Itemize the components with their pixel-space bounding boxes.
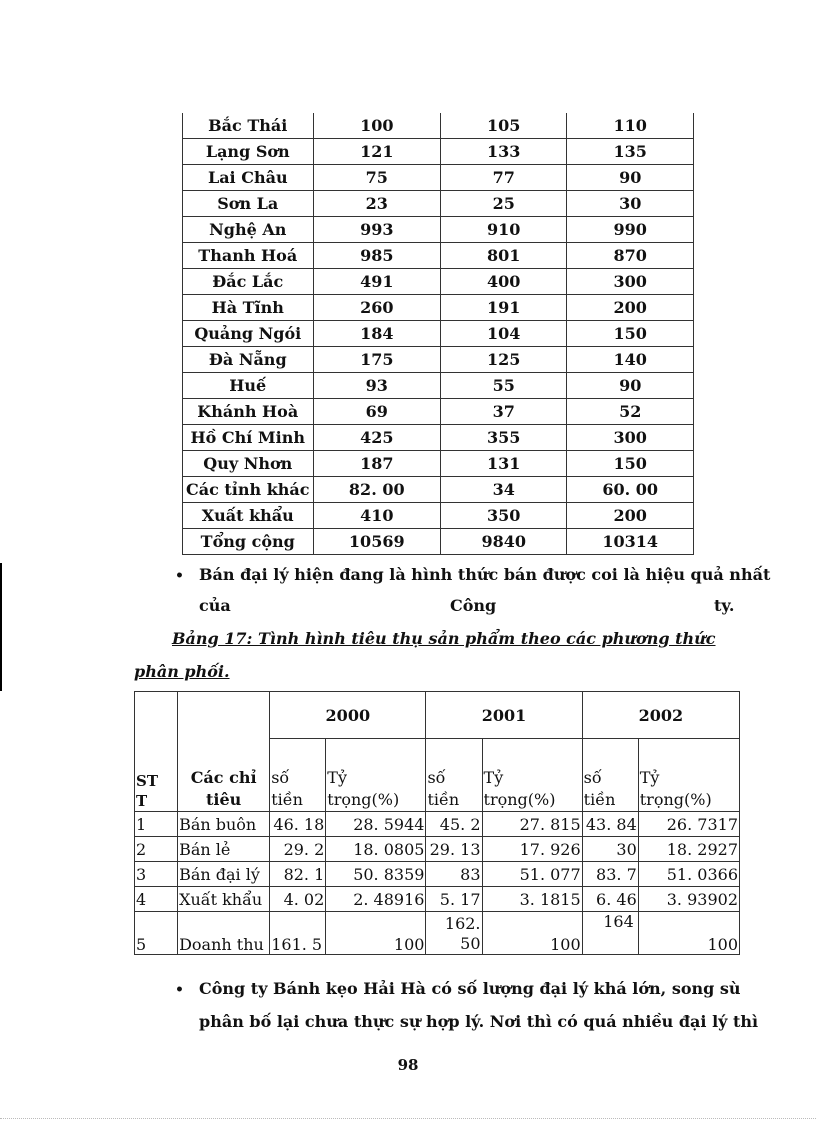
region-row [183, 477, 694, 503]
region-row [183, 191, 694, 217]
region-name-cell: Sơn La [183, 191, 314, 217]
value-2000-cell: 10569 [313, 529, 441, 555]
value-2002-cell: 150 [567, 321, 694, 347]
table-caption-line2: phân phối. [134, 662, 230, 681]
cell-amount-2000: 29. 2 [270, 837, 326, 862]
table-caption-line1: Bảng 17: Tình hình tiêu thụ sản phẩm theo các phương thức [172, 629, 716, 648]
cell-share-2002: 18. 2927 [638, 837, 739, 862]
stt-header-line1: ST [136, 772, 158, 790]
region-name-cell: Quảng Ngói [183, 321, 314, 347]
cell-stt: 4 [135, 887, 178, 912]
year-header-2000: 2000 [270, 692, 426, 739]
region-name-cell: Thanh Hoá [183, 243, 314, 269]
value-2001-cell: 104 [441, 321, 567, 347]
year-header-2001: 2001 [426, 692, 582, 739]
value-2002-cell: 140 [567, 347, 694, 373]
share-label: Tỷ [327, 768, 347, 787]
region-row [183, 113, 694, 139]
amount-label: số [427, 768, 446, 787]
amount-2001-line1: 162. [444, 914, 481, 933]
revenue-row [135, 912, 740, 955]
share-label-2: trọng(%) [483, 790, 556, 809]
cell-indicator: Bán đại lý [178, 862, 270, 887]
paragraph1-line2-right: ty. [714, 596, 735, 615]
cell-share-2002: 26. 7317 [638, 812, 739, 837]
value-2001-cell: 25 [441, 191, 567, 217]
amount-label-2: tiền [427, 790, 460, 809]
paragraph2-line2: phân bố lại chưa thực sự hợp lý. Nơi thì có quá nhiều đại lý thì [199, 1012, 759, 1031]
cell-share-2002: 3. 93902 [638, 887, 739, 912]
cell-indicator: Bán lẻ [178, 837, 270, 862]
regional-sales-table [182, 113, 694, 555]
cell-share-2000: 100 [326, 912, 426, 955]
value-2002-cell: 870 [567, 243, 694, 269]
region-name-cell: Lạng Sơn [183, 139, 314, 165]
bullet-icon: • [175, 982, 184, 998]
value-2002-cell: 300 [567, 425, 694, 451]
value-2002-cell: 990 [567, 217, 694, 243]
indicator-header-line1: Các chỉ [190, 768, 257, 787]
cell-stt: 3 [135, 862, 178, 887]
region-name-cell: Hà Tĩnh [183, 295, 314, 321]
region-name-cell: Hồ Chí Minh [183, 425, 314, 451]
cell-amount-2001: 29. 13 [426, 837, 482, 862]
amount-label: số [271, 768, 290, 787]
indicator-header-line2: tiêu [205, 790, 242, 809]
value-2002-cell: 135 [567, 139, 694, 165]
value-2000-cell: 985 [313, 243, 441, 269]
value-2000-cell: 121 [313, 139, 441, 165]
value-2000-cell: 93 [313, 373, 441, 399]
value-2001-cell: 133 [441, 139, 567, 165]
channel-row [135, 837, 740, 862]
value-2001-cell: 400 [441, 269, 567, 295]
value-2001-cell: 131 [441, 451, 567, 477]
value-2000-cell: 175 [313, 347, 441, 373]
amount-header-2000 [270, 739, 326, 812]
cell-amount-2002: 6. 46 [582, 887, 638, 912]
share-header-2002 [638, 739, 739, 812]
region-row [183, 217, 694, 243]
cell-share-2001: 51. 077 [482, 862, 582, 887]
region-row [183, 165, 694, 191]
value-2002-cell: 150 [567, 451, 694, 477]
cell-amount-2001: 83 [426, 862, 482, 887]
value-2002-cell: 200 [567, 503, 694, 529]
cell-amount-2001: 5. 17 [426, 887, 482, 912]
cell-share-2001: 100 [482, 912, 582, 955]
distribution-channel-table [134, 691, 740, 955]
region-name-cell: Huế [183, 373, 314, 399]
cell-share-2002: 51. 0366 [638, 862, 739, 887]
channel-row [135, 812, 740, 837]
region-row [183, 425, 694, 451]
region-name-cell: Khánh Hoà [183, 399, 314, 425]
amount-header-2001 [426, 739, 482, 812]
value-2002-cell: 30 [567, 191, 694, 217]
region-row [183, 503, 694, 529]
value-2000-cell: 491 [313, 269, 441, 295]
year-header-2002: 2002 [582, 692, 739, 739]
cell-amount-2002: 83. 7 [582, 862, 638, 887]
region-name-cell: Tổng cộng [183, 529, 314, 555]
share-header-2000 [326, 739, 426, 812]
cell-indicator: Xuất khẩu [178, 887, 270, 912]
value-2001-cell: 77 [441, 165, 567, 191]
value-2002-cell: 90 [567, 165, 694, 191]
amount-label: số [583, 768, 602, 787]
paragraph2-line1: Công ty Bánh kẹo Hải Hà có số lượng đại lý khá lớn, song sù [199, 979, 741, 998]
value-2000-cell: 69 [313, 399, 441, 425]
value-2000-cell: 260 [313, 295, 441, 321]
value-2002-cell: 52 [567, 399, 694, 425]
cell-amount-2001 [426, 912, 482, 955]
region-row [183, 451, 694, 477]
region-name-cell: Các tỉnh khác [183, 477, 314, 503]
year-header-row [135, 692, 740, 739]
value-2000-cell: 100 [313, 113, 441, 139]
region-row [183, 347, 694, 373]
amount-2001-line2: 50 [460, 934, 481, 953]
value-2001-cell: 37 [441, 399, 567, 425]
region-name-cell: Xuất khẩu [183, 503, 314, 529]
cell-share-2000: 18. 0805 [326, 837, 426, 862]
value-2002-cell: 200 [567, 295, 694, 321]
value-2001-cell: 55 [441, 373, 567, 399]
cell-amount-2000: 46. 18 [270, 812, 326, 837]
region-name-cell: Nghệ An [183, 217, 314, 243]
share-label: Tỷ [639, 768, 660, 787]
bullet-icon: • [175, 568, 184, 584]
indicator-header-cell [178, 692, 270, 812]
region-name-cell: Đắc Lắc [183, 269, 314, 295]
share-label: Tỷ [483, 768, 504, 787]
region-row [183, 529, 694, 555]
cell-share-2000: 2. 48916 [326, 887, 426, 912]
region-row [183, 373, 694, 399]
value-2002-cell: 60. 00 [567, 477, 694, 503]
stt-header-line2: T [136, 792, 148, 810]
cell-share-2001: 17. 926 [482, 837, 582, 862]
cell-share-2002: 100 [638, 912, 739, 955]
value-2002-cell: 300 [567, 269, 694, 295]
cell-amount-2000: 4. 02 [270, 887, 326, 912]
value-2002-cell: 110 [567, 113, 694, 139]
value-2002-cell: 90 [567, 373, 694, 399]
value-2000-cell: 410 [313, 503, 441, 529]
value-2001-cell: 105 [441, 113, 567, 139]
cell-amount-2002: 43. 84 [582, 812, 638, 837]
value-2002-cell: 10314 [567, 529, 694, 555]
paragraph1-line2-mid: Công [450, 596, 497, 615]
value-2001-cell: 355 [441, 425, 567, 451]
cell-stt: 1 [135, 812, 178, 837]
value-2001-cell: 801 [441, 243, 567, 269]
amount-label-2: tiền [271, 790, 303, 809]
region-row [183, 139, 694, 165]
value-2001-cell: 910 [441, 217, 567, 243]
stt-header-cell [135, 692, 178, 812]
amount-2002-value: 164 [603, 912, 634, 931]
value-2000-cell: 82. 00 [313, 477, 441, 503]
region-name-cell: Quy Nhơn [183, 451, 314, 477]
region-row [183, 243, 694, 269]
region-row [183, 321, 694, 347]
cell-share-2001: 27. 815 [482, 812, 582, 837]
region-name-cell: Lai Châu [183, 165, 314, 191]
cell-amount-2000: 161. 5 [270, 912, 326, 955]
region-name-cell: Đà Nẵng [183, 347, 314, 373]
cell-share-2000: 28. 5944 [326, 812, 426, 837]
value-2001-cell: 350 [441, 503, 567, 529]
cell-indicator: Doanh thu [178, 912, 270, 955]
cell-indicator: Bán buôn [178, 812, 270, 837]
paragraph1-line1: Bán đại lý hiện đang là hình thức bán được coi là hiệu quả nhất [199, 565, 771, 584]
region-name-cell: Bắc Thái [183, 113, 314, 139]
value-2001-cell: 34 [441, 477, 567, 503]
page-border [0, 1118, 816, 1119]
channel-row [135, 887, 740, 912]
region-row [183, 399, 694, 425]
cell-stt: 2 [135, 837, 178, 862]
region-row [183, 269, 694, 295]
cell-amount-2002 [582, 912, 638, 955]
value-2000-cell: 425 [313, 425, 441, 451]
value-2000-cell: 187 [313, 451, 441, 477]
value-2001-cell: 125 [441, 347, 567, 373]
paragraph1-line2-left: của [199, 596, 231, 615]
cell-share-2001: 3. 1815 [482, 887, 582, 912]
cell-amount-2000: 82. 1 [270, 862, 326, 887]
page-number: 98 [397, 1056, 419, 1074]
cell-amount-2002: 30 [582, 837, 638, 862]
amount-header-2002 [582, 739, 638, 812]
value-2000-cell: 75 [313, 165, 441, 191]
cell-stt: 5 [135, 912, 178, 955]
share-header-2001 [482, 739, 582, 812]
amount-label-2: tiền [583, 790, 616, 809]
value-2000-cell: 184 [313, 321, 441, 347]
margin-rule [0, 563, 2, 691]
value-2001-cell: 191 [441, 295, 567, 321]
cell-share-2000: 50. 8359 [326, 862, 426, 887]
share-label-2: trọng(%) [327, 790, 400, 809]
cell-amount-2001: 45. 2 [426, 812, 482, 837]
channel-row [135, 862, 740, 887]
value-2001-cell: 9840 [441, 529, 567, 555]
region-row [183, 295, 694, 321]
share-label-2: trọng(%) [639, 790, 712, 809]
value-2000-cell: 23 [313, 191, 441, 217]
value-2000-cell: 993 [313, 217, 441, 243]
